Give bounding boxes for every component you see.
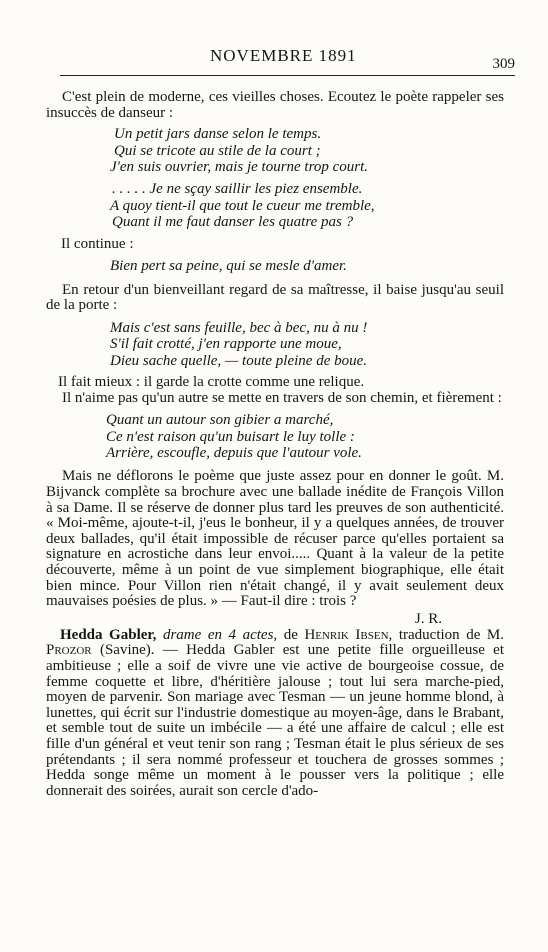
verse-3	[46, 258, 504, 274]
review-text-2: (Savine). — Hedda Gabler est une petite fille orgueilleuse et ambitieuse ; elle a soif de vivre une vie active de bourgeoise cossue, de femme coquette et libre, d'héritière jalouse ; tout lui sera marche-pied, moyen de parvenir. Son mariage avec Tesman — un jeune homme blond, à lunettes, qui écrit sur l'industrie domestique au moyen-âge, dans le Brabant, et semble tout de suite un imbécile — a été une affaire de calcul ; elle est fille d'un général et veut tenir son rang ; Tesman était le plus sérieux de ses prétendants ; il sera nommé professeur et touchera de grosses sommes ; Hedda songe même un moment à le pousser vers la politique ; elle donnerait des soirées, aurait son cercle d'ado-	[46, 642, 505, 799]
continue-label: Il continue :	[61, 235, 134, 252]
review-text-1: traduction de M.	[398, 626, 504, 643]
verse-line: Un petit jars danse selon le temps.	[114, 126, 322, 143]
verse-line: Mais c'est sans feuille, bec à bec, nu à nu !	[110, 319, 368, 336]
signature: J. R.	[414, 610, 442, 627]
review-subtitle: drame en 4 actes,	[162, 626, 278, 643]
review-title: Hedda Gabler,	[60, 626, 157, 643]
verse-line: Quant un autour son gibier a marché,	[106, 412, 334, 429]
verse-2	[46, 181, 504, 230]
review-translator: Prozor	[46, 642, 92, 659]
review-author: Henrik Ibsen,	[304, 626, 393, 643]
page-number: 309	[492, 56, 515, 72]
running-title: NOVEMBRE 1891	[210, 46, 357, 65]
paragraph-3a: Il fait mieux : il garde la crotte comme une relique.	[58, 374, 365, 391]
verse-line: Ce n'est raison qu'un buisart le luy tolle :	[106, 428, 355, 445]
verse-5	[46, 412, 504, 461]
verse-line: . . . . . Je ne sçay saillir les piez ensemble.	[112, 181, 363, 198]
running-header	[60, 44, 515, 74]
verse-line: A quoy tient-il que tout le cueur me tremble,	[110, 197, 375, 214]
page-body	[46, 90, 504, 799]
paragraph-3b: Il n'aime pas qu'un autre se mette en travers de son chemin, et fièrement :	[62, 389, 502, 406]
verse-line: Bien pert sa peine, qui se mesle d'amer.	[110, 258, 347, 275]
paragraph-5	[46, 628, 504, 800]
paragraph-1: C'est plein de moderne, ces vieilles choses. Ecoutez le poète rappeler ses insuccès de danseur :	[46, 89, 504, 121]
verse-line: S'il fait crotté, j'en rapporte une moue,	[110, 336, 342, 353]
verse-1	[46, 126, 504, 175]
paragraph-2: En retour d'un bienveillant regard de sa maîtresse, il baise jusqu'au seuil de la porte :	[46, 281, 504, 314]
header-rule	[60, 75, 515, 76]
verse-line: J'en suis ouvrier, mais je tourne trop court.	[110, 159, 369, 175]
verse-line: Qui se tricote au stile de la court ;	[114, 142, 321, 159]
verse-line: Dieu sache quelle, — toute pleine de boue.	[110, 352, 368, 369]
verse-4	[46, 320, 504, 369]
verse-line: Quant il me faut danser les quatre pas ?	[112, 214, 354, 231]
verse-line: Arrière, escoufle, depuis que l'autour vole.	[106, 445, 362, 462]
paragraph-4: Mais ne déflorons le poème que juste assez pour en donner le goût. M. Bijvanck complète sa brochure avec une ballade inédite de François Villon à sa Dame. Il se réserve de donner plus tard les preuves de son authenticité. « Moi-même, ajoute-t-il, j'eus le bonheur, il y a quelques années, de trouver deux ballades, qu'il était impossible de récuser parce qu'elles portaient sa signature en acrostiche dans leur envoi..... Quant à la valeur de la petite découverte, même à un point de vue simplement biographique, elle était bien mince. Pour Villon rien n'était changé, il y avait seulement deux mauvaises poésies de plus. » — Faut-il dire : trois ?	[46, 468, 504, 610]
review-de: de	[283, 626, 298, 643]
